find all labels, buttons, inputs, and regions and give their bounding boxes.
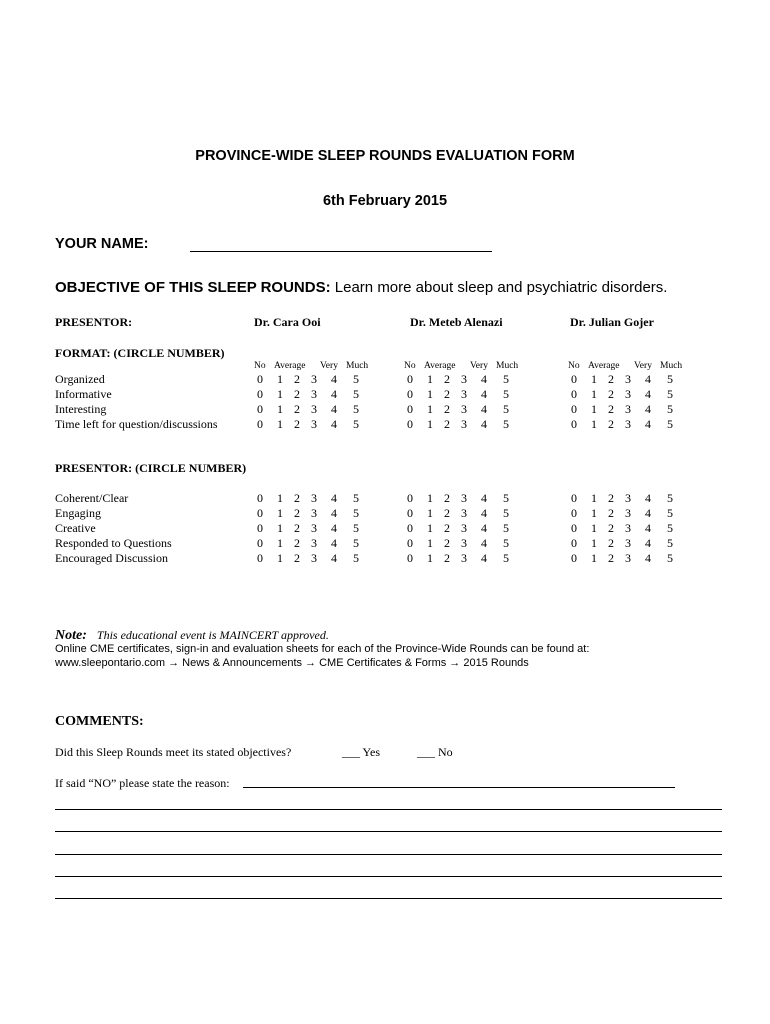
format-rating-1[interactable]: 1 [277, 402, 283, 416]
presentor-rating-3[interactable]: 3 [311, 506, 317, 520]
note-text: This educational event is MAINCERT approved. [96, 628, 329, 642]
presentor-rating-4[interactable]: 4 [645, 491, 651, 505]
presentor-row-label: Creative [55, 521, 96, 535]
comment-line-1[interactable] [55, 797, 722, 813]
format-rating-4[interactable]: 4 [331, 402, 337, 416]
format-rating-1[interactable]: 1 [591, 387, 597, 401]
format-rating-5[interactable]: 5 [503, 372, 509, 386]
format-rating-1[interactable]: 1 [427, 417, 433, 431]
format-rating-0[interactable]: 0 [571, 402, 577, 416]
format-rating-3[interactable]: 3 [461, 372, 467, 386]
format-rating-4[interactable]: 4 [481, 372, 487, 386]
presentor-rating-2[interactable]: 2 [608, 506, 614, 520]
presentor-rating-0[interactable]: 0 [407, 506, 413, 520]
format-rating-2[interactable]: 2 [608, 402, 614, 416]
presentor-rating-1[interactable]: 1 [427, 551, 433, 565]
format-rating-2[interactable]: 2 [608, 417, 614, 431]
presentor-rating-2[interactable]: 2 [444, 551, 450, 565]
presentor-rating-4[interactable]: 4 [331, 491, 337, 505]
format-rating-5[interactable]: 5 [503, 387, 509, 401]
presentor-rating-0[interactable]: 0 [407, 521, 413, 535]
presentor-rating-5[interactable]: 5 [503, 506, 509, 520]
scale-header-very: Very [634, 361, 652, 371]
presentor-rating-0[interactable]: 0 [571, 536, 577, 550]
presentor-rating-3[interactable]: 3 [625, 521, 631, 535]
presentor-rating-2[interactable]: 2 [294, 491, 300, 505]
format-rating-3[interactable]: 3 [461, 402, 467, 416]
scale-header-much: Much [496, 361, 519, 371]
presentor-rating-5[interactable]: 5 [353, 506, 359, 520]
format-rating-4[interactable]: 4 [645, 387, 651, 401]
reason-field[interactable] [243, 774, 675, 790]
format-rating-0[interactable]: 0 [407, 387, 413, 401]
format-rating-4[interactable]: 4 [645, 372, 651, 386]
presentor-rating-2[interactable]: 2 [444, 491, 450, 505]
presentor-rating-5[interactable]: 5 [667, 536, 673, 550]
presentor-rating-5[interactable]: 5 [667, 551, 673, 565]
presentor-rating-2[interactable]: 2 [444, 536, 450, 550]
format-rating-3[interactable]: 3 [461, 387, 467, 401]
presentor-rating-3[interactable]: 3 [311, 551, 317, 565]
presentor-rating-4[interactable]: 4 [481, 551, 487, 565]
format-row-label: Organized [55, 372, 105, 386]
objective [55, 279, 667, 296]
format-rating-5[interactable]: 5 [667, 372, 673, 386]
format-rating-2[interactable]: 2 [444, 387, 450, 401]
format-rating-1[interactable]: 1 [427, 402, 433, 416]
presentor-rating-5[interactable]: 5 [353, 551, 359, 565]
format-rating-2[interactable]: 2 [294, 372, 300, 386]
format-rating-0[interactable]: 0 [257, 372, 263, 386]
presentor-rating-2[interactable]: 2 [294, 521, 300, 535]
format-rating-4[interactable]: 4 [331, 387, 337, 401]
scale-header-very: Very [320, 361, 338, 371]
presentor-rating-2[interactable]: 2 [608, 536, 614, 550]
presentor-rating-0[interactable]: 0 [407, 536, 413, 550]
format-rating-2[interactable]: 2 [444, 402, 450, 416]
scale-header-no: No [568, 361, 580, 371]
format-rating-3[interactable]: 3 [625, 372, 631, 386]
note-line-1: Online CME certificates, sign-in and evaluation sheets for each of the Province-Wide Rounds can be found at: [55, 643, 590, 655]
format-rating-0[interactable]: 0 [257, 387, 263, 401]
format-rating-1[interactable]: 1 [591, 372, 597, 386]
presentor-rating-5[interactable]: 5 [503, 521, 509, 535]
format-rating-2[interactable]: 2 [294, 417, 300, 431]
presentor-rating-0[interactable]: 0 [257, 491, 263, 505]
presentor-rating-3[interactable]: 3 [311, 536, 317, 550]
format-rating-1[interactable]: 1 [591, 402, 597, 416]
format-rating-3[interactable]: 3 [311, 417, 317, 431]
presentor-rating-1[interactable]: 1 [277, 551, 283, 565]
presentor-rating-4[interactable]: 4 [645, 506, 651, 520]
presentor-rating-1[interactable]: 1 [427, 506, 433, 520]
presentor-row-label: Engaging [55, 506, 101, 520]
format-rating-0[interactable]: 0 [407, 372, 413, 386]
format-rating-3[interactable]: 3 [625, 402, 631, 416]
presentor-rating-4[interactable]: 4 [481, 521, 487, 535]
comments-heading: COMMENTS: [55, 714, 144, 729]
comment-line-2[interactable] [55, 819, 722, 835]
presentor-rating-4[interactable]: 4 [331, 521, 337, 535]
presentor-rating-0[interactable]: 0 [257, 551, 263, 565]
presentor-row-label: Responded to Questions [55, 536, 172, 550]
format-rating-1[interactable]: 1 [277, 417, 283, 431]
presentor-rating-4[interactable]: 4 [331, 506, 337, 520]
presentor-rating-2[interactable]: 2 [294, 551, 300, 565]
format-rating-4[interactable]: 4 [481, 417, 487, 431]
format-rating-0[interactable]: 0 [407, 417, 413, 431]
format-rating-4[interactable]: 4 [645, 402, 651, 416]
format-row-label: Time left for question/discussions [55, 417, 218, 431]
format-rating-4[interactable]: 4 [481, 387, 487, 401]
presentor-rating-2[interactable]: 2 [294, 536, 300, 550]
presentor-rating-1[interactable]: 1 [591, 506, 597, 520]
format-rating-3[interactable]: 3 [311, 402, 317, 416]
format-rating-1[interactable]: 1 [277, 372, 283, 386]
format-rating-5[interactable]: 5 [667, 402, 673, 416]
presentor-rating-0[interactable]: 0 [571, 506, 577, 520]
note-label: Note: [55, 628, 87, 643]
scale-header-average: Average [424, 361, 456, 371]
format-rating-1[interactable]: 1 [427, 372, 433, 386]
presentor-rating-3[interactable]: 3 [461, 491, 467, 505]
name-field[interactable] [190, 234, 492, 254]
format-rating-3[interactable]: 3 [625, 387, 631, 401]
presentor-rating-5[interactable]: 5 [503, 491, 509, 505]
format-rating-4[interactable]: 4 [331, 417, 337, 431]
presentor-rating-5[interactable]: 5 [353, 521, 359, 535]
format-rating-4[interactable]: 4 [645, 417, 651, 431]
format-rating-3[interactable]: 3 [311, 372, 317, 386]
presentor-rating-4[interactable]: 4 [481, 506, 487, 520]
reason-line [243, 787, 675, 788]
presentor-rating-5[interactable]: 5 [503, 551, 509, 565]
format-rating-2[interactable]: 2 [608, 372, 614, 386]
presentor-rating-2[interactable]: 2 [444, 521, 450, 535]
format-rating-5[interactable]: 5 [353, 387, 359, 401]
format-rating-5[interactable]: 5 [353, 402, 359, 416]
comment-line-5[interactable] [55, 886, 722, 902]
presentor-rating-4[interactable]: 4 [331, 536, 337, 550]
presentor-rating-5[interactable]: 5 [667, 491, 673, 505]
format-rating-2[interactable]: 2 [444, 372, 450, 386]
presentor-rating-1[interactable]: 1 [277, 506, 283, 520]
presentor-rating-1[interactable]: 1 [591, 551, 597, 565]
format-rating-5[interactable]: 5 [667, 417, 673, 431]
presentor-rating-heading: PRESENTOR: (CIRCLE NUMBER) [55, 461, 247, 475]
format-rating-5[interactable]: 5 [503, 417, 509, 431]
presentor-rating-0[interactable]: 0 [407, 551, 413, 565]
format-rating-0[interactable]: 0 [407, 402, 413, 416]
format-rating-2[interactable]: 2 [294, 402, 300, 416]
presentor-rating-1[interactable]: 1 [427, 536, 433, 550]
presentor-name-3: Dr. Julian Gojer [570, 315, 654, 329]
presentor-rating-3[interactable]: 3 [461, 536, 467, 550]
scale-header-very: Very [470, 361, 488, 371]
presentor-rating-3[interactable]: 3 [461, 506, 467, 520]
presentor-rating-4[interactable]: 4 [331, 551, 337, 565]
scale-header-much: Much [346, 361, 369, 371]
objective-label: OBJECTIVE OF THIS SLEEP ROUNDS: [55, 279, 331, 296]
presentor-rating-2[interactable]: 2 [294, 506, 300, 520]
presentor-rating-0[interactable]: 0 [257, 521, 263, 535]
format-heading: FORMAT: (CIRCLE NUMBER) [55, 346, 225, 360]
presentor-rating-1[interactable]: 1 [591, 521, 597, 535]
presentor-rating-3[interactable]: 3 [461, 551, 467, 565]
format-row-label: Interesting [55, 402, 107, 416]
presentor-rating-4[interactable]: 4 [481, 491, 487, 505]
note [55, 626, 329, 644]
format-rating-2[interactable]: 2 [294, 387, 300, 401]
format-rating-5[interactable]: 5 [503, 402, 509, 416]
presentor-rating-5[interactable]: 5 [353, 536, 359, 550]
presentor-rating-3[interactable]: 3 [625, 551, 631, 565]
comment-line-3[interactable] [55, 842, 722, 858]
presentor-rating-1[interactable]: 1 [277, 521, 283, 535]
presentor-rating-4[interactable]: 4 [645, 551, 651, 565]
presentor-rating-5[interactable]: 5 [667, 506, 673, 520]
presentor-label: PRESENTOR: [55, 315, 133, 329]
format-rating-1[interactable]: 1 [277, 387, 283, 401]
format-rating-0[interactable]: 0 [257, 402, 263, 416]
presentor-rating-2[interactable]: 2 [608, 521, 614, 535]
presentor-rating-3[interactable]: 3 [625, 506, 631, 520]
presentor-rating-1[interactable]: 1 [277, 491, 283, 505]
presentor-rating-1[interactable]: 1 [277, 536, 283, 550]
yes-option[interactable]: ___ Yes [342, 745, 381, 759]
objective-text: Learn more about sleep and psychiatric disorders. [334, 279, 668, 296]
format-rating-4[interactable]: 4 [331, 372, 337, 386]
presentor-name-2: Dr. Meteb Alenazi [410, 315, 503, 329]
format-rating-0[interactable]: 0 [571, 372, 577, 386]
format-rating-5[interactable]: 5 [353, 372, 359, 386]
name-line [190, 251, 492, 252]
scale-header-much: Much [660, 361, 683, 371]
format-rating-3[interactable]: 3 [625, 417, 631, 431]
presentor-rating-1[interactable]: 1 [591, 491, 597, 505]
no-option[interactable]: ___ No [417, 745, 453, 759]
presentor-rating-1[interactable]: 1 [427, 491, 433, 505]
presentor-rating-3[interactable]: 3 [311, 521, 317, 535]
format-rating-3[interactable]: 3 [311, 387, 317, 401]
presentor-rating-5[interactable]: 5 [667, 521, 673, 535]
form-date: 6th February 2015 [322, 193, 448, 209]
format-rating-0[interactable]: 0 [257, 417, 263, 431]
presentor-rating-4[interactable]: 4 [645, 536, 651, 550]
format-rating-1[interactable]: 1 [591, 417, 597, 431]
presentor-rating-5[interactable]: 5 [503, 536, 509, 550]
name-label: YOUR NAME: [55, 236, 149, 252]
scale-header-no: No [254, 361, 266, 371]
presentor-rating-3[interactable]: 3 [625, 536, 631, 550]
presentor-rating-0[interactable]: 0 [571, 521, 577, 535]
presentor-rating-2[interactable]: 2 [608, 491, 614, 505]
presentor-rating-1[interactable]: 1 [427, 521, 433, 535]
scale-header-no: No [404, 361, 416, 371]
format-rating-1[interactable]: 1 [427, 387, 433, 401]
presentor-rating-3[interactable]: 3 [625, 491, 631, 505]
presentor-rating-2[interactable]: 2 [444, 506, 450, 520]
presentor-rating-0[interactable]: 0 [257, 506, 263, 520]
presentor-rating-0[interactable]: 0 [571, 551, 577, 565]
presentor-rating-0[interactable]: 0 [257, 536, 263, 550]
presentor-rating-3[interactable]: 3 [461, 521, 467, 535]
scale-header-average: Average [588, 361, 620, 371]
objectives-question: Did this Sleep Rounds meet its stated objectives? [55, 745, 292, 759]
comment-line-4[interactable] [55, 864, 722, 880]
form-title: PROVINCE-WIDE SLEEP ROUNDS EVALUATION FORM [195, 148, 575, 164]
presentor-rating-0[interactable]: 0 [571, 491, 577, 505]
note-line-2: www.sleepontario.com → News & Announcements → CME Certificates & Forms → 2015 Rounds [55, 657, 529, 669]
format-rating-0[interactable]: 0 [571, 387, 577, 401]
presentor-rating-3[interactable]: 3 [311, 491, 317, 505]
presentor-rating-2[interactable]: 2 [608, 551, 614, 565]
format-rating-2[interactable]: 2 [444, 417, 450, 431]
presentor-row-label: Coherent/Clear [55, 491, 129, 505]
presentor-rating-5[interactable]: 5 [353, 491, 359, 505]
format-rating-5[interactable]: 5 [353, 417, 359, 431]
reason-label: If said “NO” please state the reason: [55, 776, 230, 790]
format-rating-3[interactable]: 3 [461, 417, 467, 431]
presentor-rating-4[interactable]: 4 [481, 536, 487, 550]
scale-header-average: Average [274, 361, 306, 371]
format-rating-2[interactable]: 2 [608, 387, 614, 401]
presentor-rating-0[interactable]: 0 [407, 491, 413, 505]
format-row-label: Informative [55, 387, 112, 401]
presentor-name-1: Dr. Cara Ooi [254, 315, 321, 329]
format-rating-5[interactable]: 5 [667, 387, 673, 401]
format-rating-0[interactable]: 0 [571, 417, 577, 431]
presentor-rating-4[interactable]: 4 [645, 521, 651, 535]
presentor-rating-1[interactable]: 1 [591, 536, 597, 550]
presentor-row-label: Encouraged Discussion [55, 551, 168, 565]
format-rating-4[interactable]: 4 [481, 402, 487, 416]
